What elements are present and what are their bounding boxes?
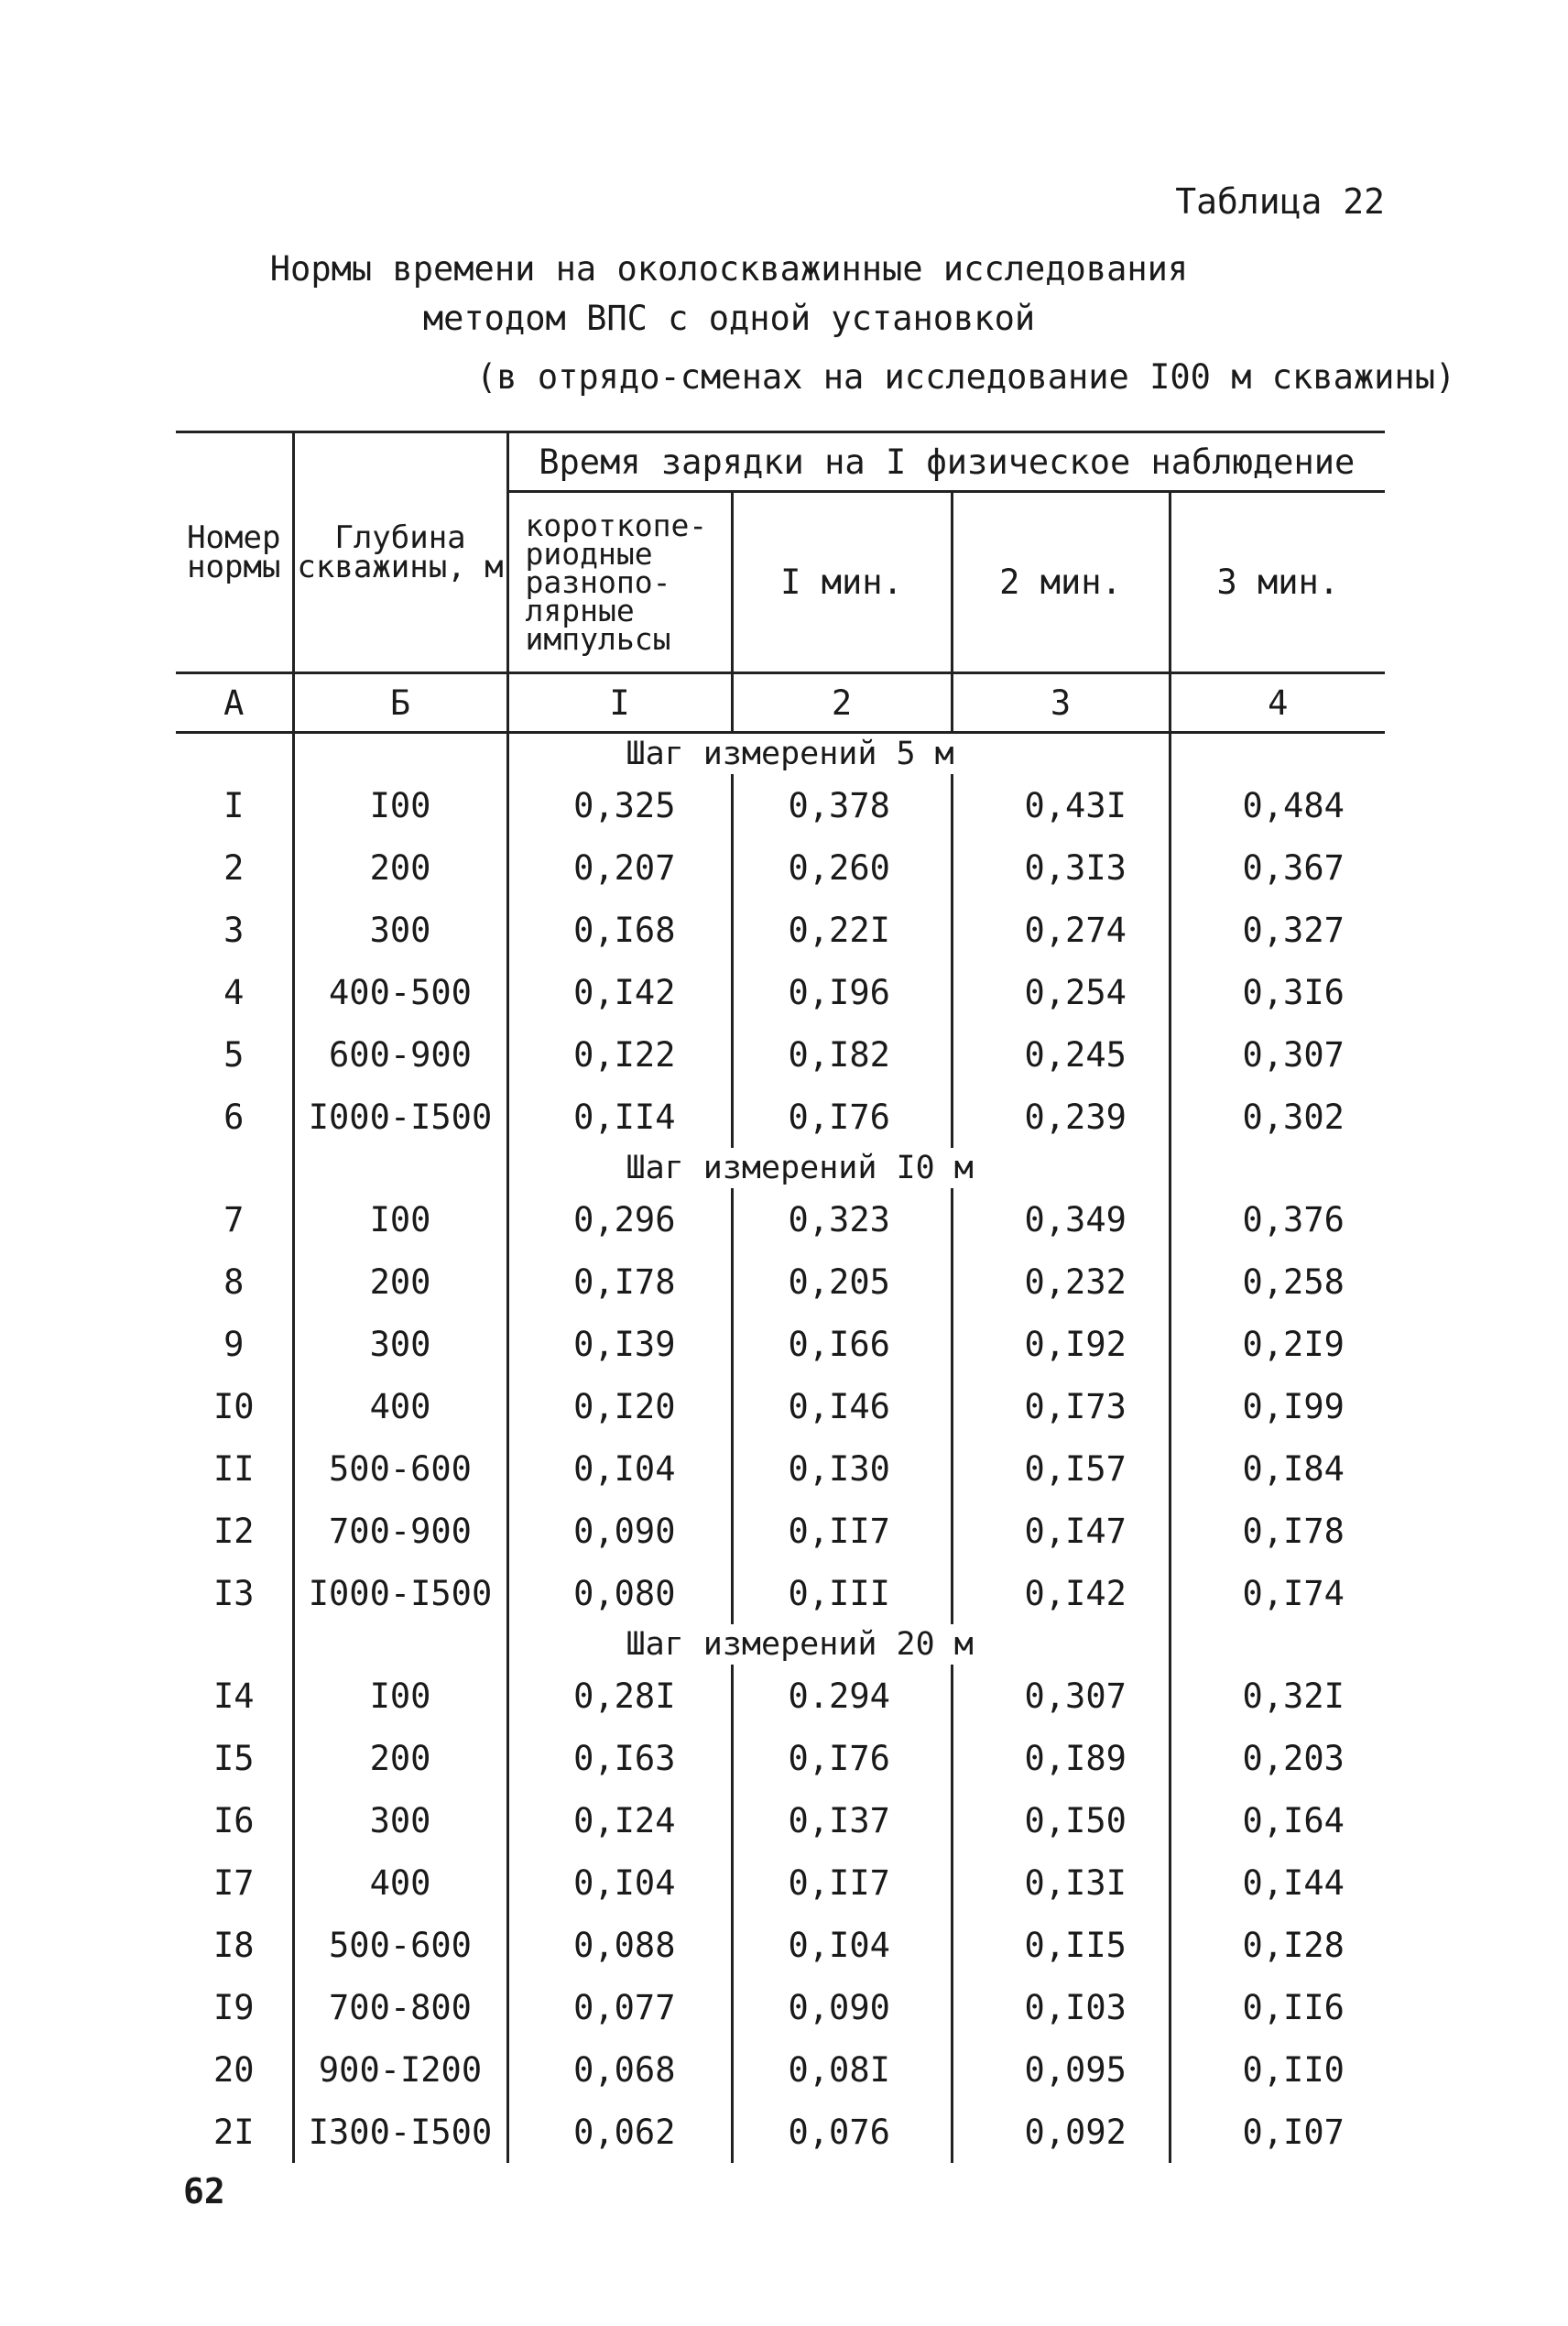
table-subtitle: методом ВПС с одной установкой	[422, 299, 1036, 338]
section-header-row	[176, 1148, 1385, 1188]
value-cell: 0,I76	[732, 1727, 952, 1789]
norm-number-cell: I5	[212, 1738, 255, 1778]
value-cell: 0,258	[1170, 1250, 1385, 1313]
value-cell: 0,239	[952, 1086, 1170, 1148]
table-row	[176, 1500, 1385, 1562]
value-cell: 0,II0	[1170, 2038, 1385, 2101]
depth-cell: 900-I200	[293, 2038, 507, 2101]
units-note: (в отрядо-сменах на исследование I00 м скважины)	[476, 357, 1456, 397]
depth-cell: I300-I500	[293, 2101, 507, 2163]
value-cell: 0,367	[1170, 836, 1385, 899]
page-number: 62	[183, 2171, 225, 2211]
value-cell: 0,203	[1170, 1727, 1385, 1789]
depth-cell: I000-I500	[293, 1562, 507, 1624]
value-cell: 0,I30	[732, 1437, 952, 1500]
value-cell: 0,I3I	[952, 1851, 1170, 1914]
norms-table	[176, 431, 1385, 2163]
empty-cell	[176, 1148, 293, 1188]
value-cell: 0,II4	[507, 1086, 732, 1148]
value-cell: 0,I44	[1170, 1851, 1385, 1914]
value-cell: 0,I64	[1170, 1789, 1385, 1851]
index-cell: 3	[952, 673, 1170, 733]
depth-cell: I00	[293, 1188, 507, 1250]
empty-cell	[1170, 1624, 1385, 1665]
value-cell: 0,378	[732, 774, 952, 836]
value-cell: 0,307	[952, 1665, 1170, 1727]
norm-number-cell: I8	[212, 1925, 255, 1965]
norm-number-cell: 8	[223, 1261, 245, 1302]
depth-cell: 400	[293, 1375, 507, 1437]
index-cell: I	[507, 673, 732, 733]
value-cell: 0,I22	[507, 1023, 732, 1086]
section-title: Шаг измерений I0 м	[507, 1148, 1170, 1188]
norm-number-cell: I0	[212, 1386, 255, 1426]
value-cell: 0,I63	[507, 1727, 732, 1789]
value-cell: 0,3I6	[1170, 961, 1385, 1023]
table-label: Таблица 22	[1175, 181, 1385, 222]
depth-cell: 200	[293, 1727, 507, 1789]
header-col-3: 2 мин.	[952, 492, 1170, 673]
table-row	[176, 1665, 1385, 1727]
empty-cell	[176, 1624, 293, 1665]
index-cell: 2	[732, 673, 952, 733]
header-col-2: I мин.	[732, 492, 952, 673]
empty-cell	[293, 1624, 507, 1665]
value-cell: 0,245	[952, 1023, 1170, 1086]
section-header-row	[176, 1624, 1385, 1665]
value-cell: 0,I04	[507, 1851, 732, 1914]
table-row	[176, 1086, 1385, 1148]
value-cell: 0,I68	[507, 899, 732, 961]
table-row	[176, 1727, 1385, 1789]
empty-cell	[1170, 733, 1385, 775]
depth-cell: I000-I500	[293, 1086, 507, 1148]
value-cell: 0,32I	[1170, 1665, 1385, 1727]
table-title: Нормы времени на околоскважинные исследования	[269, 249, 1189, 289]
value-cell: 0,I92	[952, 1313, 1170, 1375]
norm-number-cell: 4	[223, 972, 245, 1012]
depth-cell: 300	[293, 1313, 507, 1375]
value-cell: 0,I46	[732, 1375, 952, 1437]
empty-cell	[293, 733, 507, 775]
empty-cell	[176, 733, 293, 775]
value-cell: 0,I03	[952, 1976, 1170, 2038]
value-cell: 0,43I	[952, 774, 1170, 836]
value-cell: 0,376	[1170, 1188, 1385, 1250]
depth-cell: 200	[293, 836, 507, 899]
value-cell: 0,I42	[507, 961, 732, 1023]
value-cell: 0,I04	[732, 1914, 952, 1976]
value-cell: 0,3I3	[952, 836, 1170, 899]
value-cell: 0,I66	[732, 1313, 952, 1375]
depth-cell: 600-900	[293, 1023, 507, 1086]
table-row	[176, 1851, 1385, 1914]
value-cell: 0,062	[507, 2101, 732, 2163]
value-cell: 0,088	[507, 1914, 732, 1976]
norm-number-cell: 2I	[212, 2112, 255, 2152]
value-cell: 0,I42	[952, 1562, 1170, 1624]
value-cell: 0,092	[952, 2101, 1170, 2163]
empty-cell	[1170, 1148, 1385, 1188]
value-cell: 0,207	[507, 836, 732, 899]
norm-number-cell: I4	[212, 1676, 255, 1716]
value-cell: 0,22I	[732, 899, 952, 961]
value-cell: 0,260	[732, 836, 952, 899]
value-cell: 0,2I9	[1170, 1313, 1385, 1375]
table-row	[176, 1375, 1385, 1437]
norm-number-cell: 2	[223, 847, 245, 888]
value-cell: 0,28I	[507, 1665, 732, 1727]
table-row	[176, 961, 1385, 1023]
norm-number-cell: I3	[212, 1573, 255, 1613]
norm-number-cell: I9	[212, 1987, 255, 2027]
norm-number-cell: II	[212, 1448, 255, 1489]
depth-cell: 700-900	[293, 1500, 507, 1562]
table-row	[176, 1313, 1385, 1375]
header-well-depth: Глубина скважины, м	[293, 432, 507, 673]
value-cell: 0,I39	[507, 1313, 732, 1375]
value-cell: 0,080	[507, 1562, 732, 1624]
value-cell: 0,077	[507, 1976, 732, 2038]
table-row	[176, 1914, 1385, 1976]
table-row	[176, 2038, 1385, 2101]
value-cell: 0,090	[507, 1500, 732, 1562]
depth-cell: 500-600	[293, 1437, 507, 1500]
value-cell: 0,205	[732, 1250, 952, 1313]
norm-number-cell: 9	[223, 1324, 245, 1364]
index-cell: А	[176, 673, 293, 733]
norm-number-cell: I7	[212, 1862, 255, 1903]
depth-cell: 400	[293, 1851, 507, 1914]
value-cell: 0,I04	[507, 1437, 732, 1500]
value-cell: 0,I99	[1170, 1375, 1385, 1437]
value-cell: 0,302	[1170, 1086, 1385, 1148]
table-row	[176, 836, 1385, 899]
value-cell: 0,068	[507, 2038, 732, 2101]
table-row	[176, 774, 1385, 836]
value-cell: 0,I78	[1170, 1500, 1385, 1562]
index-cell: Б	[293, 673, 507, 733]
header-col-4: 3 мин.	[1170, 492, 1385, 673]
depth-cell: I00	[293, 1665, 507, 1727]
depth-cell: 400-500	[293, 961, 507, 1023]
empty-cell	[293, 1148, 507, 1188]
value-cell: 0,296	[507, 1188, 732, 1250]
value-cell: 0,I89	[952, 1727, 1170, 1789]
value-cell: 0,I20	[507, 1375, 732, 1437]
depth-cell: 300	[293, 1789, 507, 1851]
value-cell: 0,307	[1170, 1023, 1385, 1086]
value-cell: 0,08I	[732, 2038, 952, 2101]
depth-cell: 200	[293, 1250, 507, 1313]
norm-number-cell: 20	[212, 2049, 255, 2090]
value-cell: 0,I57	[952, 1437, 1170, 1500]
table-row	[176, 1023, 1385, 1086]
depth-cell: 300	[293, 899, 507, 961]
norm-number-cell: 6	[223, 1097, 245, 1137]
value-cell: 0,I76	[732, 1086, 952, 1148]
value-cell: 0,I24	[507, 1789, 732, 1851]
value-cell: 0,254	[952, 961, 1170, 1023]
section-title: Шаг измерений 5 м	[507, 733, 1170, 775]
value-cell: 0,I37	[732, 1789, 952, 1851]
value-cell: 0,349	[952, 1188, 1170, 1250]
value-cell: 0,I84	[1170, 1437, 1385, 1500]
value-cell: 0,I73	[952, 1375, 1170, 1437]
value-cell: 0,232	[952, 1250, 1170, 1313]
norm-number-cell: I6	[212, 1800, 255, 1840]
header-charge-time-group: Время зарядки на I физическое наблюдение	[507, 432, 1385, 492]
value-cell: 0,327	[1170, 899, 1385, 961]
table-row	[176, 1976, 1385, 2038]
value-cell: 0,I50	[952, 1789, 1170, 1851]
value-cell: 0,I96	[732, 961, 952, 1023]
value-cell: 0,325	[507, 774, 732, 836]
value-cell: 0,076	[732, 2101, 952, 2163]
value-cell: 0.294	[732, 1665, 952, 1727]
table-row	[176, 1250, 1385, 1313]
index-cell: 4	[1170, 673, 1385, 733]
table-row	[176, 1188, 1385, 1250]
section-title: Шаг измерений 20 м	[507, 1624, 1170, 1665]
header-col-1: короткопе-риодные разнопо-лярные импульсы	[507, 492, 732, 673]
value-cell: 0,095	[952, 2038, 1170, 2101]
table-body	[176, 733, 1385, 2164]
table-row	[176, 1562, 1385, 1624]
value-cell: 0,II7	[732, 1500, 952, 1562]
value-cell: 0,I47	[952, 1500, 1170, 1562]
value-cell: 0,I74	[1170, 1562, 1385, 1624]
norm-number-cell: 7	[223, 1199, 245, 1239]
value-cell: 0,I28	[1170, 1914, 1385, 1976]
depth-cell: 500-600	[293, 1914, 507, 1976]
value-cell: 0,I78	[507, 1250, 732, 1313]
norm-number-cell: I2	[212, 1511, 255, 1551]
value-cell: 0,090	[732, 1976, 952, 2038]
table-row	[176, 2101, 1385, 2163]
header-norm-number: Номер нормы	[176, 432, 293, 673]
table-row	[176, 1437, 1385, 1500]
norm-number-cell: 5	[223, 1034, 245, 1075]
depth-cell: I00	[293, 774, 507, 836]
norm-number-cell: 3	[223, 910, 245, 950]
section-header-row	[176, 733, 1385, 775]
table-row	[176, 899, 1385, 961]
value-cell: 0,I82	[732, 1023, 952, 1086]
value-cell: 0,II6	[1170, 1976, 1385, 2038]
value-cell: 0,III	[732, 1562, 952, 1624]
value-cell: 0,II7	[732, 1851, 952, 1914]
value-cell: 0,484	[1170, 774, 1385, 836]
table-row	[176, 1789, 1385, 1851]
value-cell: 0,274	[952, 899, 1170, 961]
value-cell: 0,II5	[952, 1914, 1170, 1976]
norm-number-cell: I	[223, 785, 245, 825]
value-cell: 0,I07	[1170, 2101, 1385, 2163]
depth-cell: 700-800	[293, 1976, 507, 2038]
value-cell: 0,323	[732, 1188, 952, 1250]
